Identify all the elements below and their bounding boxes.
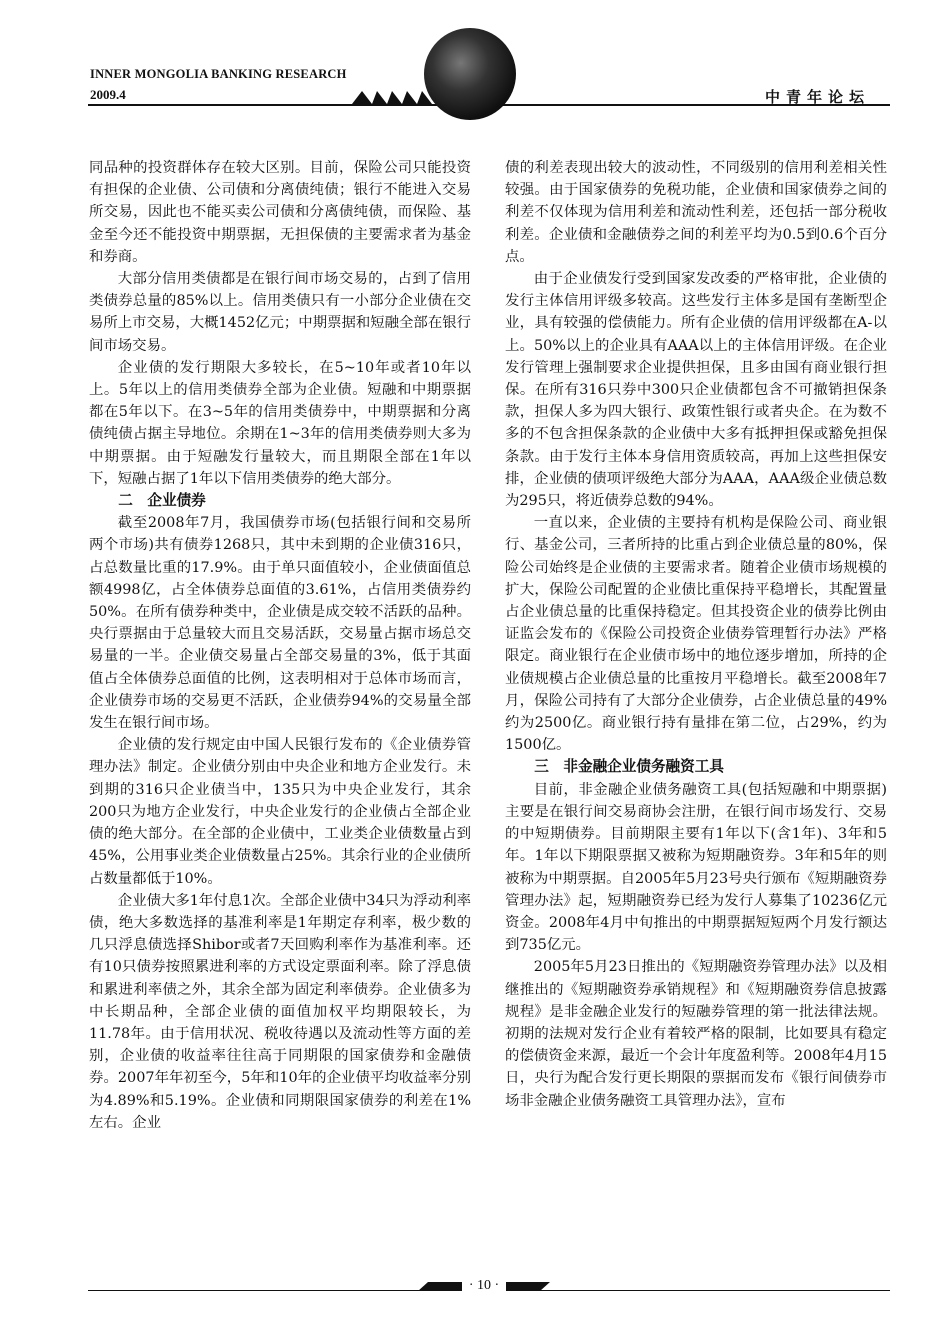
page-footer <box>0 1270 950 1310</box>
header-decorative-band <box>232 91 432 104</box>
paragraph: 大部分信用类债都是在银行间市场交易的，占到了信用类债券总量的85%以上。信用类债只有一小部分企业债在交易所上市交易，大概1452亿元；中期票据和短融全部在银行间市场交易。 <box>89 271 471 354</box>
paragraph: 企业债大多1年付息1次。全部企业债中34只为浮动利率债，绝大多数选择的基准利率是1年期定存利率，极少数的几只浮息债选择Shibor或者7天回购利率作为基准利率。还有10只债券按照累进利率的方式设定票面利率。除了浮息债和累进利率债之外，其余全部为固定利率债券。企业债多为中长期品种，全部企业债的面值加权平均期限较长，为11.78年。由于信用状况、税收待遇以及流动性等方面的差别，企业债的收益率往往高于同期限的国家债券和金融债券。2007年年初至今，5年和10年的企业债平均收益率分别为4.89%和5.19%。企业债和同期限国家债券的利差在1%左右。企业 <box>89 892 472 1131</box>
footer-decorative-band-left <box>418 1282 462 1291</box>
paragraph: 债的利差表现出较大的波动性，不同级别的信用利差相关性较强。由于国家债券的免税功能，企业债和国家债券之间的利差不仅体现为信用利差和流动性利差，还包括一部分税收利差。企业债和金融债券之间的利差平均为0.5到0.6个百分点。 <box>505 160 887 265</box>
page-header <box>0 0 950 140</box>
paragraph: 一直以来，企业债的主要持有机构是保险公司、商业银行、基金公司，三者所持的比重占到企业债总量的80%，保险公司始终是企业债的主要需求者。随着企业债市场规模的扩大，保险公司配置的企业债比重保持平稳增长，其配置量占企业债总量的比重保持稳定。但其投资企业的债券比例由证监会发布的《保险公司投资企业债券管理暂行办法》严格限定。商业银行在企业债市场中的地位逐步增加，所持的企业债规模占企业债总量的比重按月平稳增长。截至2008年7月，保险公司持有了大部分企业债券，占企业债总量的49%约为2500亿。商业银行持有量排在第二位，占29%，约为1500亿。 <box>505 515 887 754</box>
issue-number: 2009.4 <box>90 87 126 102</box>
section-heading: 三 非金融企业债务融资工具 <box>534 758 724 776</box>
left-column <box>89 157 471 1134</box>
paragraph: 2005年5月23日推出的《短期融资券管理办法》以及相继推出的《短期融资券承销规程》和《短期融资券信息披露规程》是非金融企业发行的短融券管理的第一批法律法规。初期的法规对发行企业有着较严格的限制，比如要具有稳定的偿债资金来源，最近一个会计年度盈利等。2008年4月15日，央行为配合发行更长期限的票据而发布《银行间债券市场非金融企业债务融资工具管理办法》，宣布 <box>505 959 887 1109</box>
footer-decorative-band-right <box>506 1282 550 1291</box>
right-column <box>505 157 887 1112</box>
journal-name: INNER MONGOLIA BANKING RESEARCH <box>90 67 347 81</box>
section-name: 中青年论坛 <box>765 88 871 106</box>
section-heading: 二 企业债券 <box>118 492 206 510</box>
header-decorative-disc <box>424 28 516 120</box>
paragraph: 截至2008年7月，我国债券市场(包括银行间和交易所两个市场)共有债券1268只，其中未到期的企业债316只，占总数量比重的17.9%。由于单只面值较小，企业债面值总额4998亿，占全体债券总面值的3.61%，占信用类债券约50%。在所有债券种类中，企业债是成交较不活跃的品种。央行票据由于总量较大而且交易活跃，交易量占据市场总交易量的一半。企业债交易量占全部交易量的3%，低于其面值占全体债券总面值的比例，这表明相对于总体市场而言，企业债券市场的交易更不活跃，企业债券94%的交易量全部发生在银行间市场。 <box>89 515 471 732</box>
paragraph: 目前，非金融企业债务融资工具(包括短融和中期票据)主要是在银行间交易商协会注册，在银行间市场发行、交易的中短期债券。目前期限主要有1年以下(含1年)、3年和5年。1年以下期限票据又被称为短期融资券。3年和5年的则被称为中期票据。自2005年5月23号央行颁布《短期融资券管理办法》起，短期融资券已经为发行人募集了10236亿元资金。2008年4月中旬推出的中期票据短短两个月发行额达到735亿元。 <box>505 781 887 954</box>
page-number: · 10 · <box>462 1278 506 1294</box>
paragraph: 企业债的发行规定由中国人民银行发布的《企业债券管理办法》制定。企业债分别由中央企业和地方企业发行。未到期的316只企业债当中，135只为中央企业发行，其余200只为地方企业发行，中央企业发行的企业债占全部企业债的绝大部分。在全部的企业债中，工业类企业债数量占到45%，公用事业类企业债数量占25%。其余行业的企业债所占数量都低于10%。 <box>89 737 471 887</box>
paragraph: 由于企业债发行受到国家发改委的严格审批，企业债的发行主体信用评级多较高。这些发行主体多是国有垄断型企业，具有较强的偿债能力。所有企业债的信用评级都在A-以上。50%以上的企业具有AAA以上的主体信用评级。在企业发行管理上强制要求企业提供担保，且多由国有商业银行担保。在所有316只券中300只企业债都包含不可撤销担保条款，担保人多为四大银行、政策性银行或者央企。在为数不多的不包含担保条款的企业债中大多有抵押担保或豁免担保条款。由于发行主体本身信用资质较高，再加上这些担保安排，企业债的债项评级绝大部分为AAA，AAA级企业债总数为295只，将近债券总数的94%。 <box>505 271 887 510</box>
paragraph: 同品种的投资群体存在较大区别。目前，保险公司只能投资有担保的企业债、公司债和分离债纯债；银行不能进入交易所交易，因此也不能买卖公司债和分离债纯债，而保险、基金至今还不能投资中期票据，无担保债的主要需求者为基金和券商。 <box>89 160 471 265</box>
paragraph: 企业债的发行期限大多较长，在5~10年或者10年以上。5年以上的信用类债券全部为企业债。短融和中期票据都在5年以下。在3~5年的信用类债券中，中期票据和分离债纯债占据主导地位。余期在1~3年的信用类债券则大多为中期票据。由于短融发行量较大，而且期限全部在1年以下，短融占据了1年以下信用类债券的绝大部分。 <box>89 359 471 487</box>
